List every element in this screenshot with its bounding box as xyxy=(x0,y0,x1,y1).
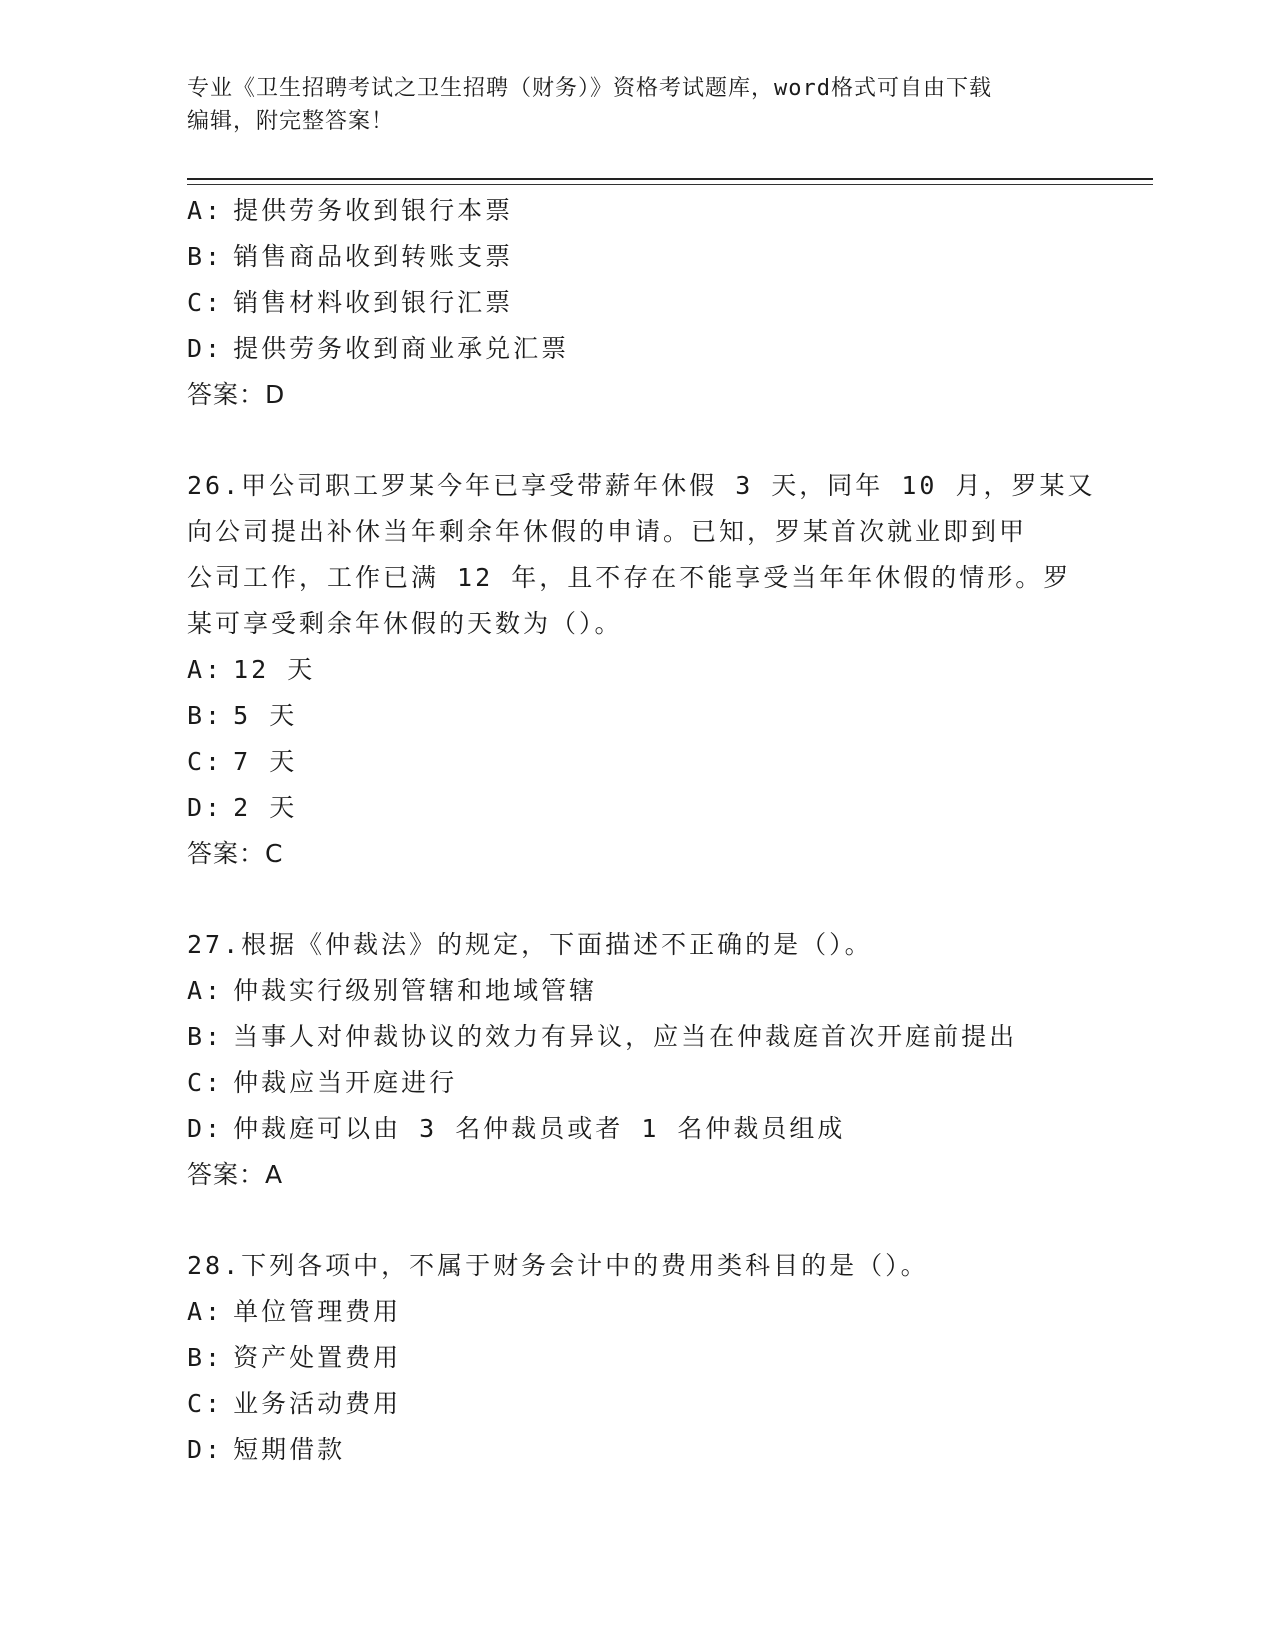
option-b xyxy=(187,1014,1087,1060)
question-stem-line: 27.根据《仲裁法》的规定，下面描述不正确的是（）。 xyxy=(187,930,873,959)
option-text: 仲裁实行级别管辖和地域管辖 xyxy=(233,976,598,1005)
question-stem-line: 向公司提出补休当年剩余年休假的申请。已知，罗某首次就业即到甲 xyxy=(187,517,1028,546)
option-c xyxy=(187,1060,1087,1106)
option-d xyxy=(187,1427,1087,1473)
option-text: 仲裁应当开庭进行 xyxy=(233,1068,458,1097)
option-d xyxy=(187,326,1087,372)
option-text: 销售商品收到转账支票 xyxy=(233,242,514,271)
option-letter: D: xyxy=(187,793,224,822)
option-letter: B: xyxy=(187,242,224,271)
question-28 xyxy=(187,1243,1087,1473)
question-stem-line: 某可享受剩余年休假的天数为（）。 xyxy=(187,609,623,638)
question-stem-line: 26.甲公司职工罗某今年已享受带薪年休假 3 天，同年 10 月，罗某又 xyxy=(187,471,1096,500)
option-letter: C: xyxy=(187,747,224,776)
question-stem-line: 公司工作，工作已满 12 年，且不存在不能享受当年年休假的情形。罗 xyxy=(187,563,1072,592)
answer-line: 答案：D xyxy=(187,380,286,409)
header-line-2: 编辑，附完整答案！ xyxy=(187,109,395,134)
option-letter: B: xyxy=(187,1022,224,1051)
option-text: 5 天 xyxy=(233,701,298,730)
option-text: 7 天 xyxy=(233,747,298,776)
option-d xyxy=(187,1106,1087,1152)
option-letter: C: xyxy=(187,1068,224,1097)
question-25 xyxy=(187,188,1087,418)
answer-line: 答案：C xyxy=(187,839,284,868)
option-text: 提供劳务收到商业承兑汇票 xyxy=(233,334,570,363)
option-b xyxy=(187,1335,1087,1381)
document-header xyxy=(187,72,1077,138)
option-a xyxy=(187,188,1087,234)
option-text: 2 天 xyxy=(233,793,298,822)
option-a xyxy=(187,647,1087,693)
header-line-1: 专业《卫生招聘考试之卫生招聘（财务）》资格考试题库，word格式可自由下载 xyxy=(187,76,992,101)
option-letter: D: xyxy=(187,334,224,363)
header-divider-thick xyxy=(187,178,1153,180)
option-b xyxy=(187,234,1087,280)
option-text: 销售材料收到银行汇票 xyxy=(233,288,514,317)
option-text: 仲裁庭可以由 3 名仲裁员或者 1 名仲裁员组成 xyxy=(233,1114,846,1143)
option-letter: A: xyxy=(187,196,224,225)
option-text: 单位管理费用 xyxy=(233,1297,402,1326)
option-text: 资产处置费用 xyxy=(233,1343,402,1372)
option-letter: B: xyxy=(187,1343,224,1372)
question-26 xyxy=(187,463,1096,877)
option-b xyxy=(187,693,1087,739)
answer-line: 答案：A xyxy=(187,1160,284,1189)
option-c xyxy=(187,739,1087,785)
option-text: 12 天 xyxy=(233,655,316,684)
option-letter: C: xyxy=(187,1389,224,1418)
option-letter: C: xyxy=(187,288,224,317)
option-letter: A: xyxy=(187,655,224,684)
option-c xyxy=(187,280,1087,326)
question-27 xyxy=(187,922,1087,1198)
question-stem-line: 28.下列各项中，不属于财务会计中的费用类科目的是（）。 xyxy=(187,1251,929,1280)
option-a xyxy=(187,968,1087,1014)
header-divider-thin xyxy=(187,184,1153,185)
option-letter: B: xyxy=(187,701,224,730)
option-letter: D: xyxy=(187,1114,224,1143)
option-a xyxy=(187,1289,1087,1335)
option-text: 业务活动费用 xyxy=(233,1389,402,1418)
option-letter: D: xyxy=(187,1435,224,1464)
option-text: 短期借款 xyxy=(233,1435,346,1464)
option-d xyxy=(187,785,1087,831)
option-text: 当事人对仲裁协议的效力有异议，应当在仲裁庭首次开庭前提出 xyxy=(233,1022,1018,1051)
option-letter: A: xyxy=(187,1297,224,1326)
option-c xyxy=(187,1381,1087,1427)
option-letter: A: xyxy=(187,976,224,1005)
question-content xyxy=(187,188,1096,1473)
option-text: 提供劳务收到银行本票 xyxy=(233,196,514,225)
